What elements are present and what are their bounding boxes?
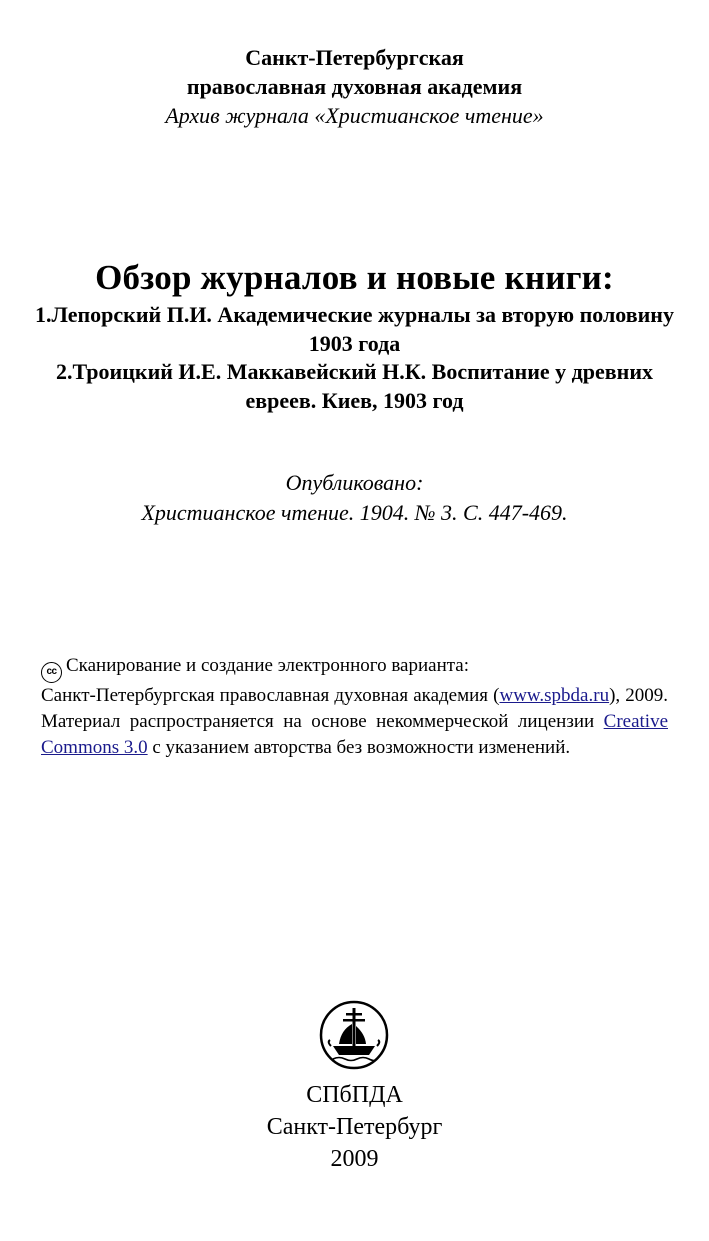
creative-commons-link[interactable]: Creative Commons 3.0 bbox=[41, 711, 668, 758]
institution-line-1: Санкт-Петербургская bbox=[245, 45, 464, 70]
license-text-3: с указанием авторства без возможности изменений. bbox=[147, 737, 571, 758]
spbda-site-link[interactable]: www.spbda.ru bbox=[499, 685, 610, 706]
contents-item-2: 2.Троицкий И.Е. Маккавейский Н.К. Воспитание у древних евреев. Киев, 1903 год bbox=[55, 359, 654, 413]
document-title: Обзор журналов и новые книги: bbox=[95, 258, 614, 297]
published-label: Опубликовано: bbox=[285, 470, 424, 495]
license-text-1: Санкт-Петербургская православная духовная академия ( bbox=[41, 685, 500, 706]
contents-item-1: 1.Лепорский П.И. Академические журналы за вторую половину 1903 года bbox=[35, 302, 674, 356]
publication-city: Санкт-Петербург bbox=[266, 1114, 443, 1140]
publication-year: 2009 bbox=[330, 1146, 379, 1172]
license-body bbox=[41, 683, 668, 761]
publication-source: Христианское чтение. 1904. № 3. С. 447-469. bbox=[141, 500, 568, 525]
archive-subtitle: Архив журнала «Христианское чтение» bbox=[165, 103, 544, 128]
license-first-line bbox=[41, 653, 668, 683]
license-notice bbox=[41, 653, 668, 761]
creative-commons-icon: cc bbox=[41, 662, 62, 683]
publisher-abbreviation: СПбПДА bbox=[306, 1082, 403, 1108]
license-text-2: ), 2009. Материал распространяется на основе некоммерческой лицензии bbox=[41, 685, 669, 732]
spbda-emblem-icon bbox=[319, 1000, 389, 1070]
institution-line-2: православная духовная академия bbox=[186, 74, 523, 99]
license-line-1: Сканирование и создание электронного варианта: bbox=[66, 655, 470, 676]
